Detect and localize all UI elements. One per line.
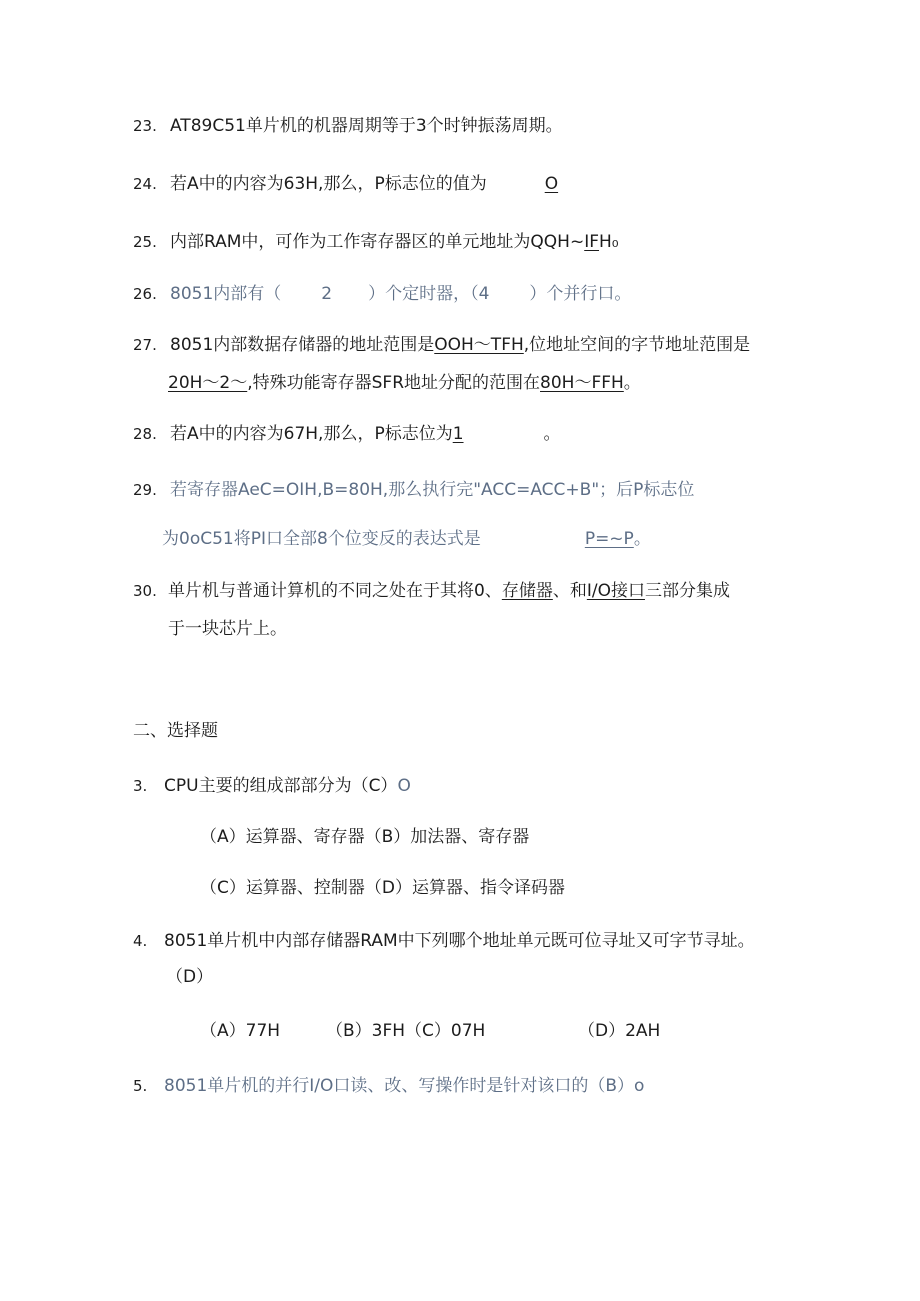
question-26-part2: ）个定时器，（4: [368, 284, 490, 304]
question-27-answer3: 80H～FFH: [540, 373, 624, 393]
question-29-stem2: 为0oC51将PI口全部8个位变反的表达式是: [162, 529, 481, 549]
question-26-text: [170, 282, 631, 306]
question-number: 3.: [133, 777, 148, 795]
question-number: 23.: [133, 117, 157, 135]
question-28-answer: 1: [452, 424, 464, 444]
question-25-text: [170, 230, 619, 254]
choice-5-text: 8051单片机的并行I/O口读、改、写操作时是针对该口的（B）o: [164, 1076, 645, 1096]
question-26-part3: ）个并行口。: [529, 284, 632, 304]
section-title: 二、选择题: [133, 721, 218, 741]
question-26-part1: 8051内部有（: [170, 284, 282, 304]
question-number: 5.: [133, 1077, 148, 1095]
question-28-tail: 。: [543, 424, 561, 444]
question-27-line2: [168, 371, 641, 395]
question-number: 26.: [133, 285, 157, 303]
question-number: 24.: [133, 175, 157, 193]
question-29-answer: P=~P: [584, 529, 634, 549]
question-24-stem: 若A中的内容为63H,那么，P标志位的值为: [170, 174, 487, 194]
choice-4-option-d: （D）2AH: [578, 1021, 661, 1041]
question-30-part3: 三部分集成: [644, 581, 730, 601]
question-25-stem: 内部RAM中，可作为工作寄存器区的单元地址为QQH~: [170, 232, 585, 252]
question-28-text: [170, 422, 561, 446]
question-27-line1: [170, 333, 750, 357]
question-24-answer: O: [544, 174, 559, 194]
choice-4-answer: （D）: [166, 967, 214, 987]
question-29-line1: 若寄存器AeC=OIH,B=80H,那么执行完"ACC=ACC+B"；后P标志位: [170, 480, 695, 500]
question-30-answer1: 存储器: [501, 581, 553, 601]
question-30-line1: [168, 579, 730, 603]
question-30-part2: 、和: [552, 581, 587, 601]
choice-3-options-ab: （A）运算器、寄存器（B）加法器、寄存器: [200, 827, 530, 847]
question-29-tail: 。: [633, 529, 651, 549]
question-number: 29.: [133, 481, 157, 499]
question-27-part1: 8051内部数据存储器的地址范围是: [170, 335, 435, 355]
question-30-answer2: I/O接口: [586, 581, 645, 601]
question-29-line2: [162, 527, 651, 551]
question-30-part1: 单片机与普通计算机的不同之处在于其将0、: [168, 581, 502, 601]
choice-3-tail: O: [397, 776, 411, 796]
question-27-answer2: 20H～2～: [168, 373, 248, 393]
choice-3-text: [164, 774, 411, 798]
question-number: 27.: [133, 336, 157, 354]
question-23-text: AT89C51单片机的机器周期等于3个时钟振荡周期。: [170, 116, 563, 136]
question-27-answer1: OOH～TFH: [434, 335, 524, 355]
question-27-part3: ,特殊功能寄存器SFR地址分配的范围在: [247, 373, 541, 393]
choice-4-option-bc: （B）3FH（C）07H: [326, 1021, 486, 1041]
question-number: 4.: [133, 932, 148, 950]
question-28-stem: 若A中的内容为67H,那么，P标志位为: [170, 424, 453, 444]
question-number: 25.: [133, 233, 157, 251]
question-27-part2: ,位地址空间的字节地址范围是: [523, 335, 751, 355]
question-30-line2: 于一块芯片上。: [168, 619, 287, 639]
question-25-answer: IF: [584, 232, 600, 252]
question-27-part4: 。: [623, 373, 641, 393]
choice-3-options-cd: （C）运算器、控制器（D）运算器、指令译码器: [200, 878, 565, 898]
choice-4-option-a: （A）77H: [200, 1021, 281, 1041]
choice-4-text: 8051单片机中内部存储器RAM中下列哪个地址单元既可位寻址又可字节寻址。: [164, 931, 755, 951]
question-26-answer1: 2: [321, 284, 333, 304]
question-number: 28.: [133, 425, 157, 443]
question-24-text: [170, 172, 558, 196]
question-25-tail: H₀: [599, 232, 619, 252]
choice-3-stem: CPU主要的组成部部分为（C）: [164, 776, 398, 796]
question-number: 30.: [133, 582, 157, 600]
